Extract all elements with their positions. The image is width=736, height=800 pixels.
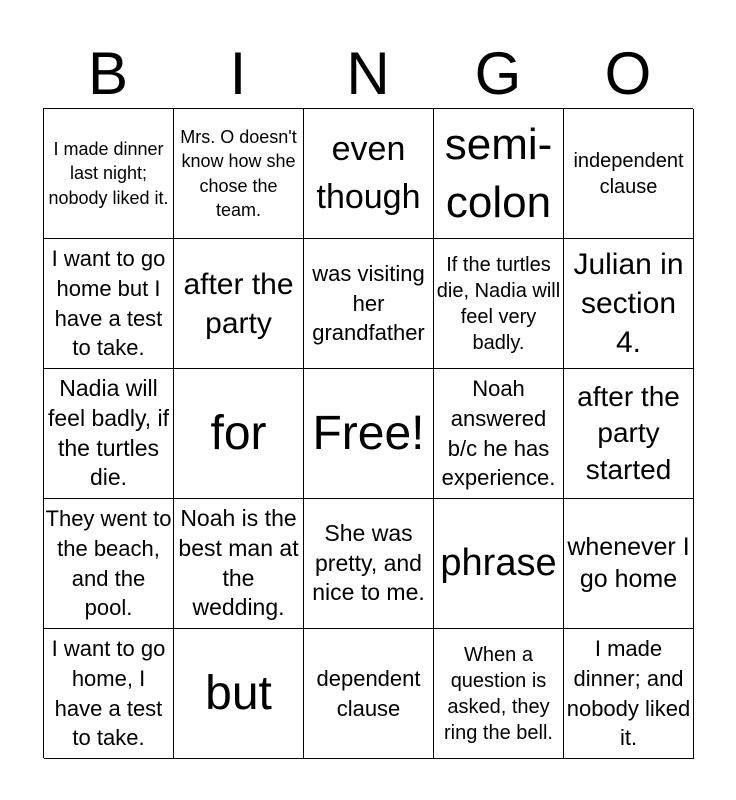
bingo-cell-text: I want to go home but I have a test to take. [51,246,166,361]
bingo-cell-text: semi-colon [444,120,553,227]
bingo-cell-text: independent clause [573,149,684,198]
bingo-cell[interactable] [174,239,304,369]
header-letter-b: B [87,40,129,107]
bingo-cell-text: When a question is asked, they ring the bell. [444,643,553,744]
bingo-cell-text: I want to go home, I have a test to take. [51,636,166,751]
bingo-cell[interactable] [304,629,434,759]
bingo-cell-text: after the party started [577,380,680,485]
bingo-cell-text: phrase [440,541,557,584]
bingo-cell-text: even though [316,129,421,216]
bingo-cell-text: but [205,666,272,720]
bingo-cell[interactable] [174,629,304,759]
bingo-cell-text: for [210,406,267,460]
bingo-grid [43,108,693,758]
bingo-cell[interactable] [434,499,564,629]
bingo-cell-text: If the turtles die, Nadia will feel very badly. [436,253,561,354]
bingo-cell[interactable] [304,369,434,499]
bingo-cell[interactable] [174,499,304,629]
bingo-cell[interactable] [44,369,174,499]
bingo-cell[interactable] [564,109,694,239]
bingo-header [43,40,693,108]
bingo-cell[interactable] [564,629,694,759]
bingo-cell[interactable] [44,239,174,369]
header-letter-n: N [346,40,390,107]
bingo-cell-text: Mrs. O doesn't know how she chose the team. [180,126,297,220]
bingo-cell[interactable] [304,239,434,369]
bingo-cell[interactable] [434,369,564,499]
bingo-cell[interactable] [174,109,304,239]
bingo-cell[interactable] [44,109,174,239]
header-letter-o: O [604,40,652,107]
bingo-cell[interactable] [304,499,434,629]
bingo-cell-text: Julian in section 4. [573,248,684,359]
bingo-cell[interactable] [174,369,304,499]
bingo-cell[interactable] [564,499,694,629]
bingo-cell[interactable] [434,629,564,759]
bingo-cell-text: dependent clause [316,665,421,721]
bingo-cell[interactable] [44,629,174,759]
bingo-cell-text: They went to the beach, and the pool. [45,506,172,621]
header-letter-g: G [474,40,522,107]
bingo-cell-text: Nadia will feel badly, if the turtles die. [47,374,170,491]
bingo-cell[interactable] [44,499,174,629]
bingo-cell-text: whenever I go home [567,533,690,593]
bingo-cell[interactable] [564,239,694,369]
bingo-cell-text: was visiting her grandfather [312,260,425,346]
bingo-cell-text: Noah is the best man at the wedding. [178,504,299,621]
bingo-cell[interactable] [434,239,564,369]
bingo-cell-text: She was pretty, and nice to me. [312,519,425,606]
bingo-cell[interactable] [304,109,434,239]
bingo-cell[interactable] [564,369,694,499]
bingo-cell-text: after the party [183,267,294,340]
bingo-cell-text: I made dinner; and nobody liked it. [566,636,691,751]
bingo-cell-text: Noah answered b/c he has experience. [441,376,556,491]
bingo-cell-text: I made dinner last night; nobody liked it. [48,139,169,208]
bingo-cell[interactable] [434,109,564,239]
header-letter-i: I [229,40,247,107]
bingo-cell-text: Free! [312,406,425,460]
